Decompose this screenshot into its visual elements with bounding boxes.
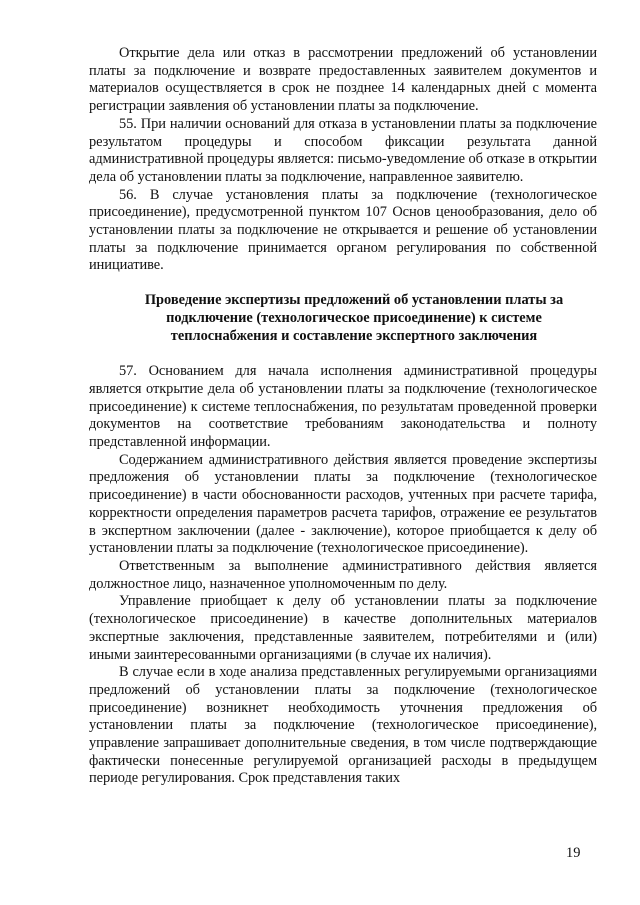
paragraph-registration-deadline: Открытие дела или отказ в рассмотрении предложений об установлении платы за подключение и возврате предоставленных заявителем документов и материалов осуществляется в срок не позднее 14 календарных дней с момента регистрации заявления об установлении платы за подключение. <box>89 45 597 115</box>
page-number: 19 <box>566 845 581 861</box>
spacer <box>89 345 597 363</box>
document-body <box>89 45 597 788</box>
paragraph-57: 57. Основанием для начала исполнения административной процедуры является открытие дела об установлении платы за подключение (технологическое присоединение) к системе теплоснабжения, по результатам проведенной проверки документов на соответствие требованиям законодательства и полноту представленной информации. <box>89 363 597 451</box>
paragraph-55: 55. При наличии оснований для отказа в установлении платы за подключение результатом процедуры и способом фиксации результата данной административной процедуры является: письмо-уведомление об отказе в открытии дела об установлении платы за подключение, направленное заявителю. <box>89 115 597 185</box>
section-heading: Проведение экспертизы предложений об установлении платы за подключение (технологическое присоединение) к системе теплоснабжения и составление экспертного заключения <box>144 292 564 344</box>
paragraph-56: 56. В случае установления платы за подключение (технологическое присоединение), предусмотренной пунктом 107 Основ ценообразования, дело об установлении платы за подключение не открывается и решение об установлении платы за подключение принимается органом регулирования по собственной инициативе. <box>89 186 597 274</box>
paragraph-additional-materials: Управление приобщает к делу об установлении платы за подключение (технологическое присоединение) в качестве дополнительных материалов экспертные заключения, представленные заявителем, потребителями и (или) иными заинтересованными организациями (в случае их наличия). <box>89 593 597 663</box>
paragraph-expertise-content: Содержанием административного действия является проведение экспертизы предложения об установлении платы за подключение (технологическое присоединение) в части обоснованности расходов, учтенных при расчете тарифа, корректности определения параметров расчета тарифов, отражение ее результатов в экспертном заключении (далее - заключение), которое приобщается к делу об установлении платы за подключение (технологическое присоединение). <box>89 451 597 557</box>
paragraph-responsible-official: Ответственным за выполнение административного действия является должностное лицо, назначенное уполномоченным по делу. <box>89 557 597 592</box>
spacer <box>89 275 597 292</box>
paragraph-additional-information-request: В случае если в ходе анализа представленных регулируемыми организациями предложений об установлении платы за подключение (технологическое присоединение) возникнет необходимость уточнения предложения об установлении платы за подключение (технологическое присоединение), управление запрашивает дополнительные сведения, в том числе подтверждающие фактически понесенные регулируемой организацией расходы в предыдущем периоде регулирования. Срок представления таких <box>89 664 597 787</box>
